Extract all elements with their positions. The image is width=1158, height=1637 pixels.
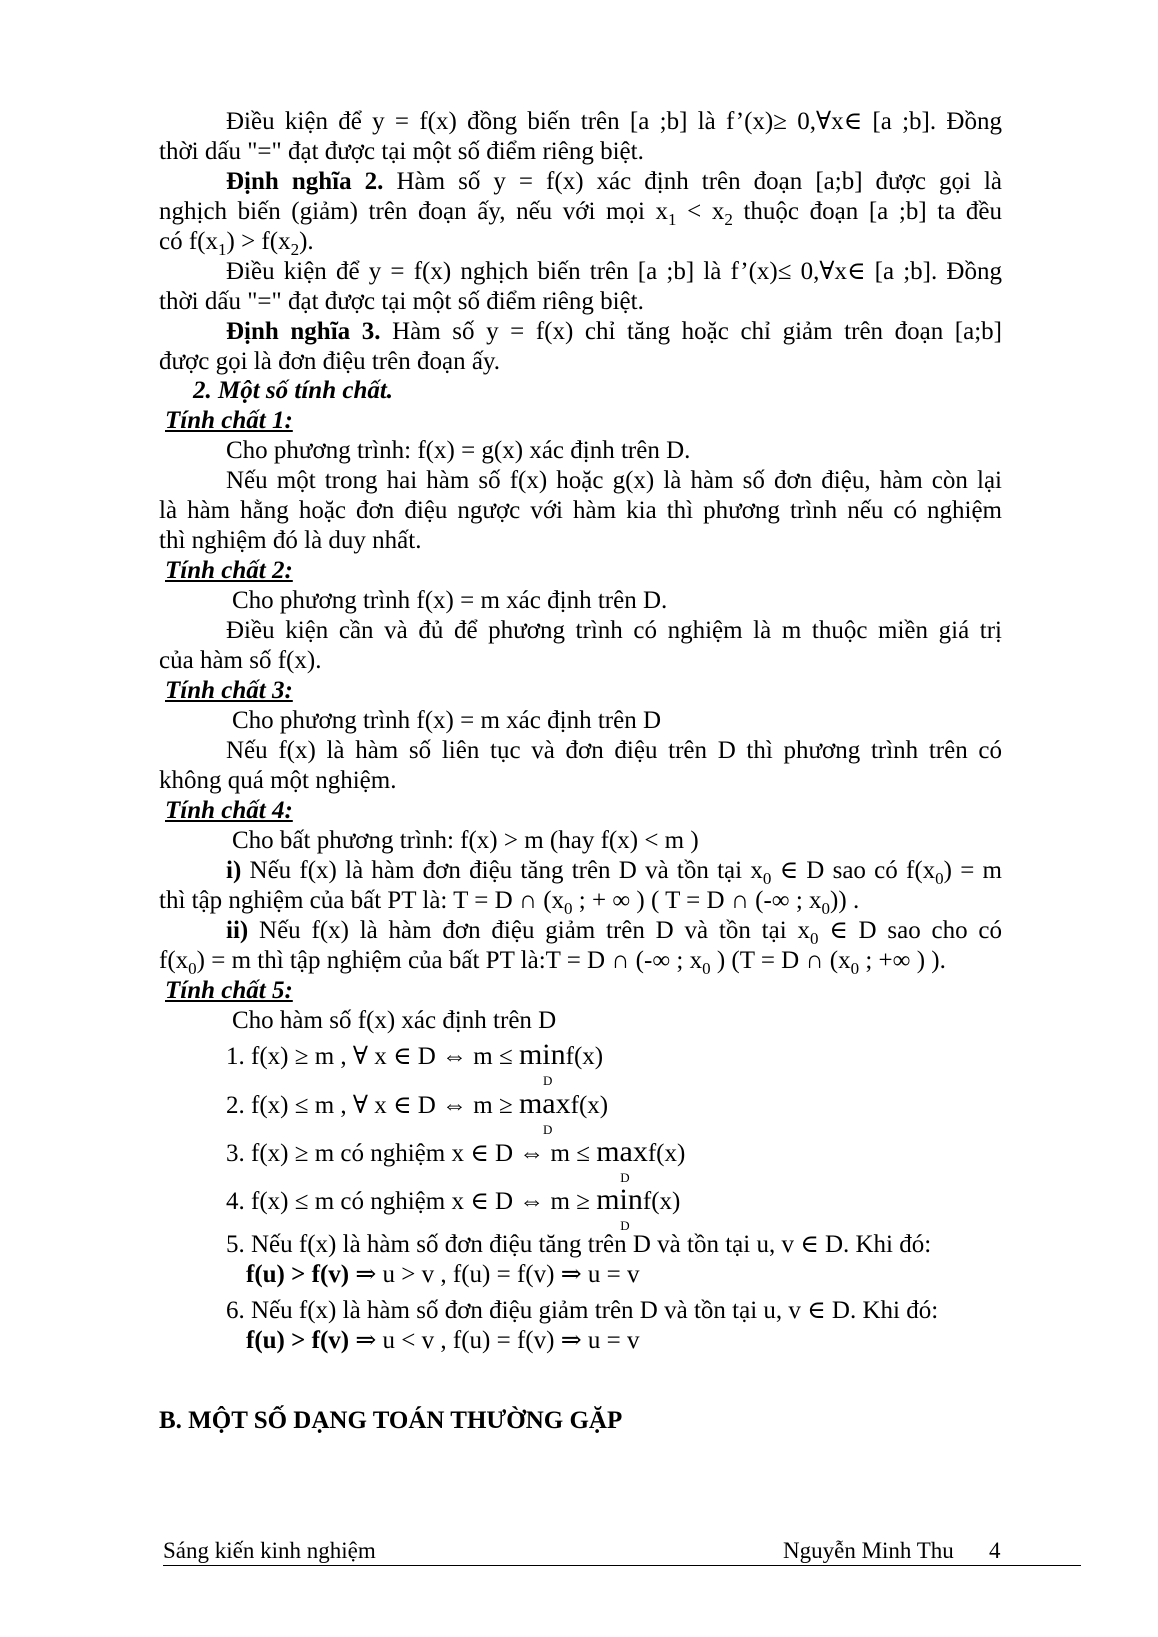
text-line: Điều kiện cần và đủ để phương trình có nghiệm là m thuộc miền giá trị bbox=[226, 617, 1002, 644]
text-line: ii) Nếu f(x) là hàm đơn điệu giảm trên D và tồn tại $x_0$ ∈ D sao cho có bbox=[226, 917, 1002, 948]
text-line: Nếu một trong hai hàm số f(x) hoặc g(x) là hàm số đơn điệu, hàm còn lại bbox=[226, 467, 1002, 494]
property-heading: Tính chất 1: bbox=[165, 407, 293, 434]
text-line: Cho phương trình f(x) = m xác định trên D. bbox=[232, 587, 668, 614]
text-line: $f(x_0) = m$ thì tập nghiệm của bất PT là:T = D ∩ (-∞ ; $x_0$ ) (T = D ∩ ($x_0$ ; +∞ ) ). bbox=[159, 947, 946, 978]
formula-1: 1. f(x) ≥ m , ∀ x ∈ D ⇔ m ≤ min D f(x) bbox=[226, 1038, 604, 1088]
page-number: 4 bbox=[989, 1538, 1001, 1563]
formula-3: 3. f(x) ≥ m có nghiệm x ∈ D ⇔ m ≤ max D f(x) bbox=[226, 1135, 686, 1185]
text-line: thì tập nghiệm của bất PT là: T = D ∩ ($x_0$ ; + ∞ ) ( T = D ∩ (-∞ ; $x_0$)) . bbox=[159, 887, 860, 918]
property-heading: Tính chất 5: bbox=[165, 977, 293, 1004]
formula-4: 4. f(x) ≤ m có nghiệm x ∈ D ⇔ m ≥ min D f(x) bbox=[226, 1183, 681, 1233]
text-line: Cho bất phương trình: f(x) > m (hay f(x) < m ) bbox=[232, 827, 699, 854]
text-line: của hàm số f(x). bbox=[159, 647, 322, 674]
property-heading: Tính chất 2: bbox=[165, 557, 293, 584]
text-line: Nếu f(x) là hàm số liên tục và đơn điệu trên D thì phương trình trên có bbox=[226, 737, 1002, 764]
section-b-heading: B. MỘT SỐ DẠNG TOÁN THƯỜNG GẶP bbox=[159, 1407, 623, 1434]
formula-5: 5. Nếu f(x) là hàm số đơn điệu tăng trên D và tồn tại u, v ∈ D. Khi đó: bbox=[226, 1231, 932, 1258]
footer-rule bbox=[163, 1565, 1081, 1566]
text-line: thì nghiệm đó là duy nhất. bbox=[159, 527, 422, 554]
section-heading: 2. Một số tính chất. bbox=[193, 377, 394, 404]
formula-6-result: f(u) > f(v) ⇒ u < v , f(u) = f(v) ⇒ u = v bbox=[246, 1327, 640, 1354]
formula-2: 2. f(x) ≤ m , ∀ x ∈ D ⇔ m ≥ max D f(x) bbox=[226, 1087, 609, 1137]
text-line: là hàm hằng hoặc đơn điệu ngược với hàm kia thì phương trình nếu có nghiệm bbox=[159, 497, 1002, 524]
formula-6: 6. Nếu f(x) là hàm số đơn điệu giảm trên D và tồn tại u, v ∈ D. Khi đó: bbox=[226, 1297, 939, 1324]
property-heading: Tính chất 3: bbox=[165, 677, 293, 704]
property-heading: Tính chất 4: bbox=[165, 797, 293, 824]
page-footer bbox=[163, 1536, 1081, 1566]
footer-title: Sáng kiến kinh nghiệm bbox=[163, 1538, 376, 1563]
text-line: i) Nếu f(x) là hàm đơn điệu tăng trên D và tồn tại $x_0$ ∈ D sao có $f(x_0) = m$ bbox=[226, 857, 1002, 888]
text-line: Cho hàm số f(x) xác định trên D bbox=[232, 1007, 557, 1034]
text-line: nghịch biến (giảm) trên đoạn ấy, nếu với mọi $x_1 < x_2$ thuộc đoạn [a ;b] ta đều bbox=[159, 198, 1002, 229]
text-line: Cho phương trình f(x) = m xác định trên D bbox=[232, 707, 661, 734]
text-line: không quá một nghiệm. bbox=[159, 767, 397, 794]
definition-2: Định nghĩa 2. Hàm số y = f(x) xác định trên đoạn [a;b] được gọi là bbox=[226, 168, 1002, 195]
text-line: Điều kiện để y = f(x) đồng biến trên [a ;b] là f’(x)≥ 0,∀x∈ [a ;b]. Đồng bbox=[226, 108, 1002, 135]
text-line: có $f(x_1) > f(x_2)$. bbox=[159, 228, 314, 259]
text-line: Điều kiện để y = f(x) nghịch biến trên [a ;b] là f’(x)≤ 0,∀x∈ [a ;b]. Đồng bbox=[226, 258, 1002, 285]
text-line: Cho phương trình: f(x) = g(x) xác định trên D. bbox=[226, 437, 691, 464]
text-line: thời dấu "=" đạt được tại một số điểm riêng biệt. bbox=[159, 288, 644, 315]
definition-3: Định nghĩa 3. Hàm số y = f(x) chỉ tăng hoặc chỉ giảm trên đoạn [a;b] bbox=[226, 318, 1002, 345]
formula-5-result: f(u) > f(v) ⇒ u > v , f(u) = f(v) ⇒ u = v bbox=[246, 1261, 640, 1288]
footer-author: Nguyễn Minh Thu bbox=[783, 1538, 954, 1563]
text-line: được gọi là đơn điệu trên đoạn ấy. bbox=[159, 348, 501, 375]
text-line: thời dấu "=" đạt được tại một số điểm riêng biệt. bbox=[159, 138, 644, 165]
